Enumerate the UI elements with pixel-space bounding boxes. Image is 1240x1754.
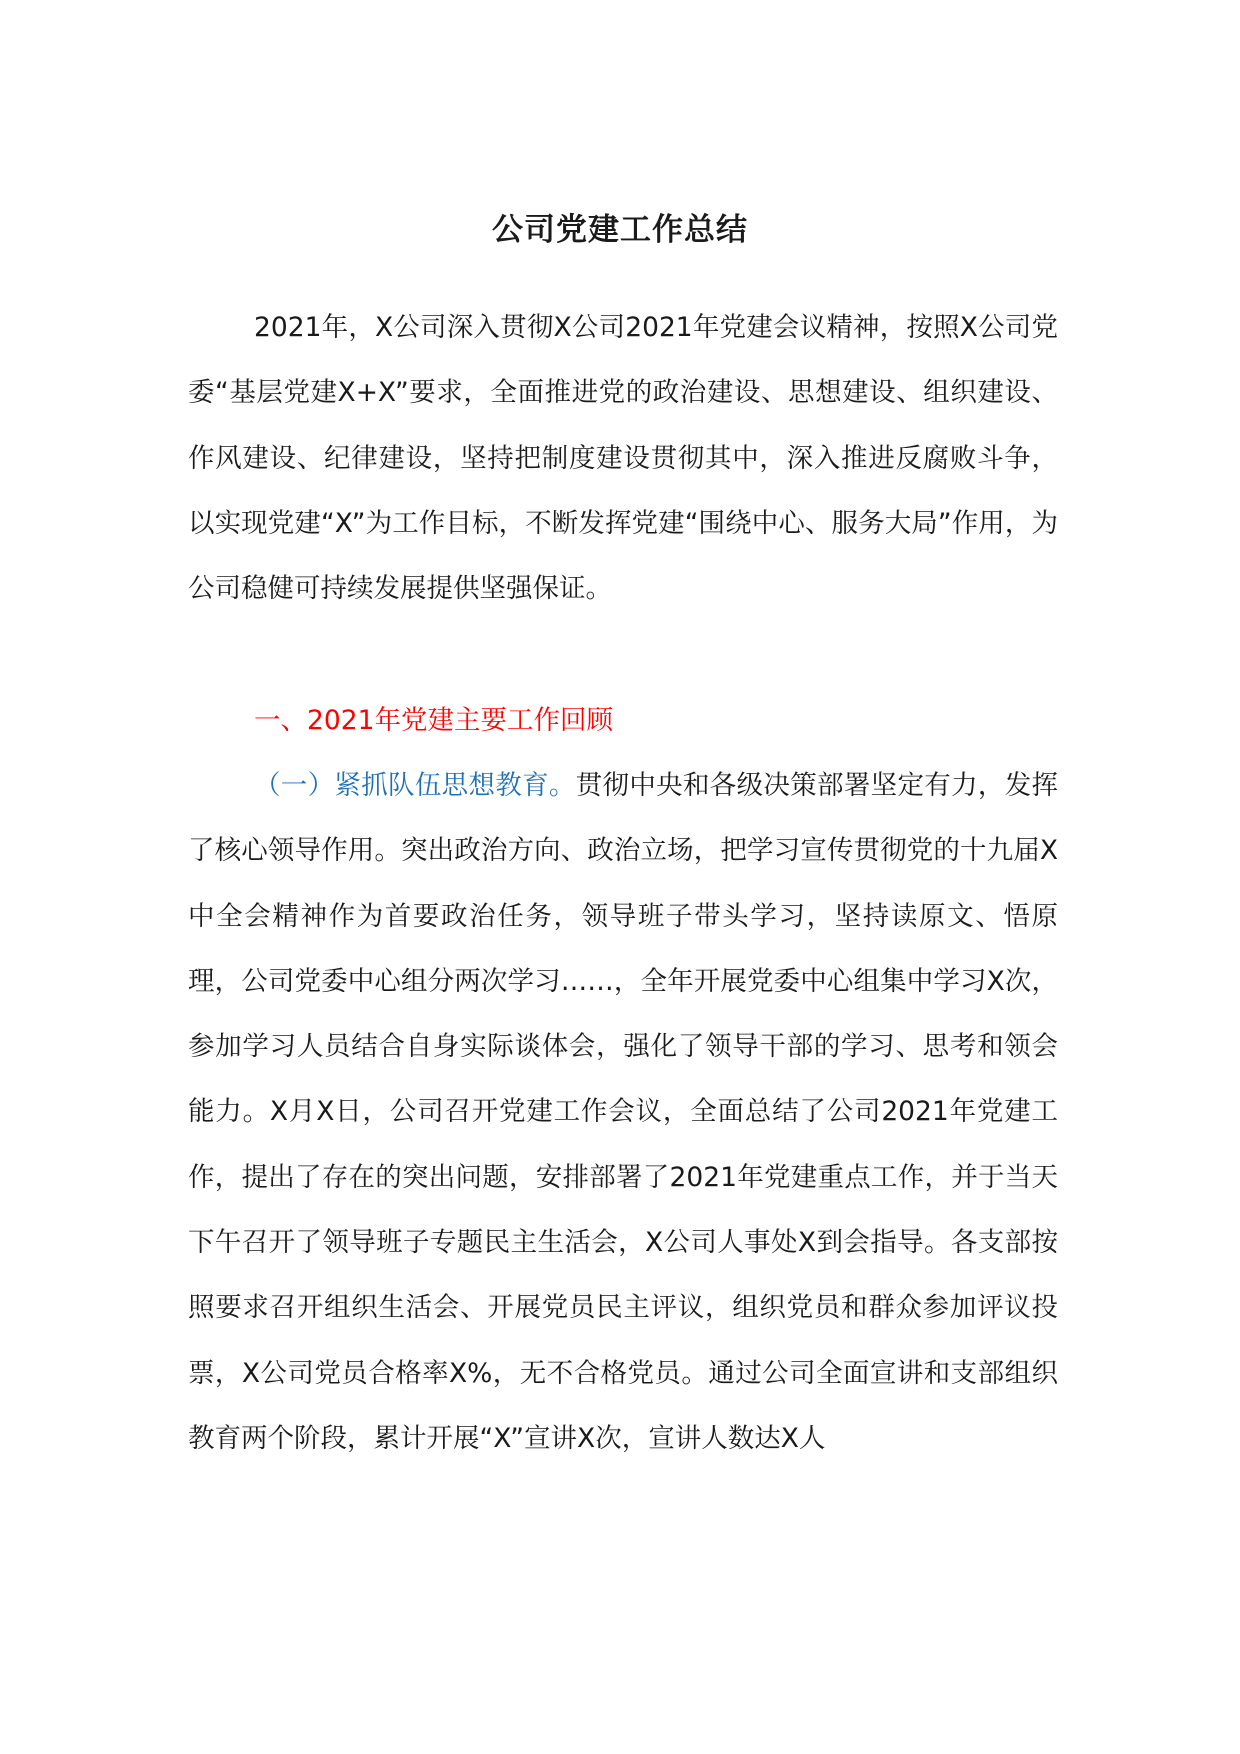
section-heading: 一、2021年党建主要工作回顾 xyxy=(254,705,613,736)
document-title: 公司党建工作总结 xyxy=(492,212,748,248)
intro-paragraph: 2021年，X公司深入贯彻X公司2021年党建会议精神，按照X公司党委“基层党建X+X”要求，全面推进党的政治建设、思想建设、组织建设、作风建设、纪律建设，坚持把制度建设贯彻其中，深入推进反腐败斗争，以实现党建“X”为工作目标，不断发挥党建“围绕中心、服务大局”作用，为公司稳健可持续发展提供坚强保证。 xyxy=(188,312,1058,605)
subsection-body: 贯彻中央和各级决策部署坚定有力，发挥了核心领导作用。突出政治方向、政治立场，把学习宣传贯彻党的十九届X中全会精神作为首要政治任务，领导班子带头学习，坚持读原文、悟原理，公司党委中心组分两次学习……，全年开展党委中心组集中学习X次，参加学习人员结合自身实际谈体会，强化了领导干部的学习、思考和领会能力。X月X日，公司召开党建工作会议，全面总结了公司2021年党建工作，提出了存在的突出问题，安排部署了2021年党建重点工作，并于当天下午召开了领导班子专题民主生活会，X公司人事处X到会指导。各支部按照要求召开组织生活会、开展党员民主评议，组织党员和群众参加评议投票，X公司党员合格率X%，无不合格党员。通过公司全面宣讲和支部组织教育两个阶段，累计开展“X”宣讲X次，宣讲人数达X人 xyxy=(188,770,1059,1454)
subsection-heading: （一）紧抓队伍思想教育。 xyxy=(254,770,576,801)
subsection-paragraph xyxy=(188,753,1058,1471)
